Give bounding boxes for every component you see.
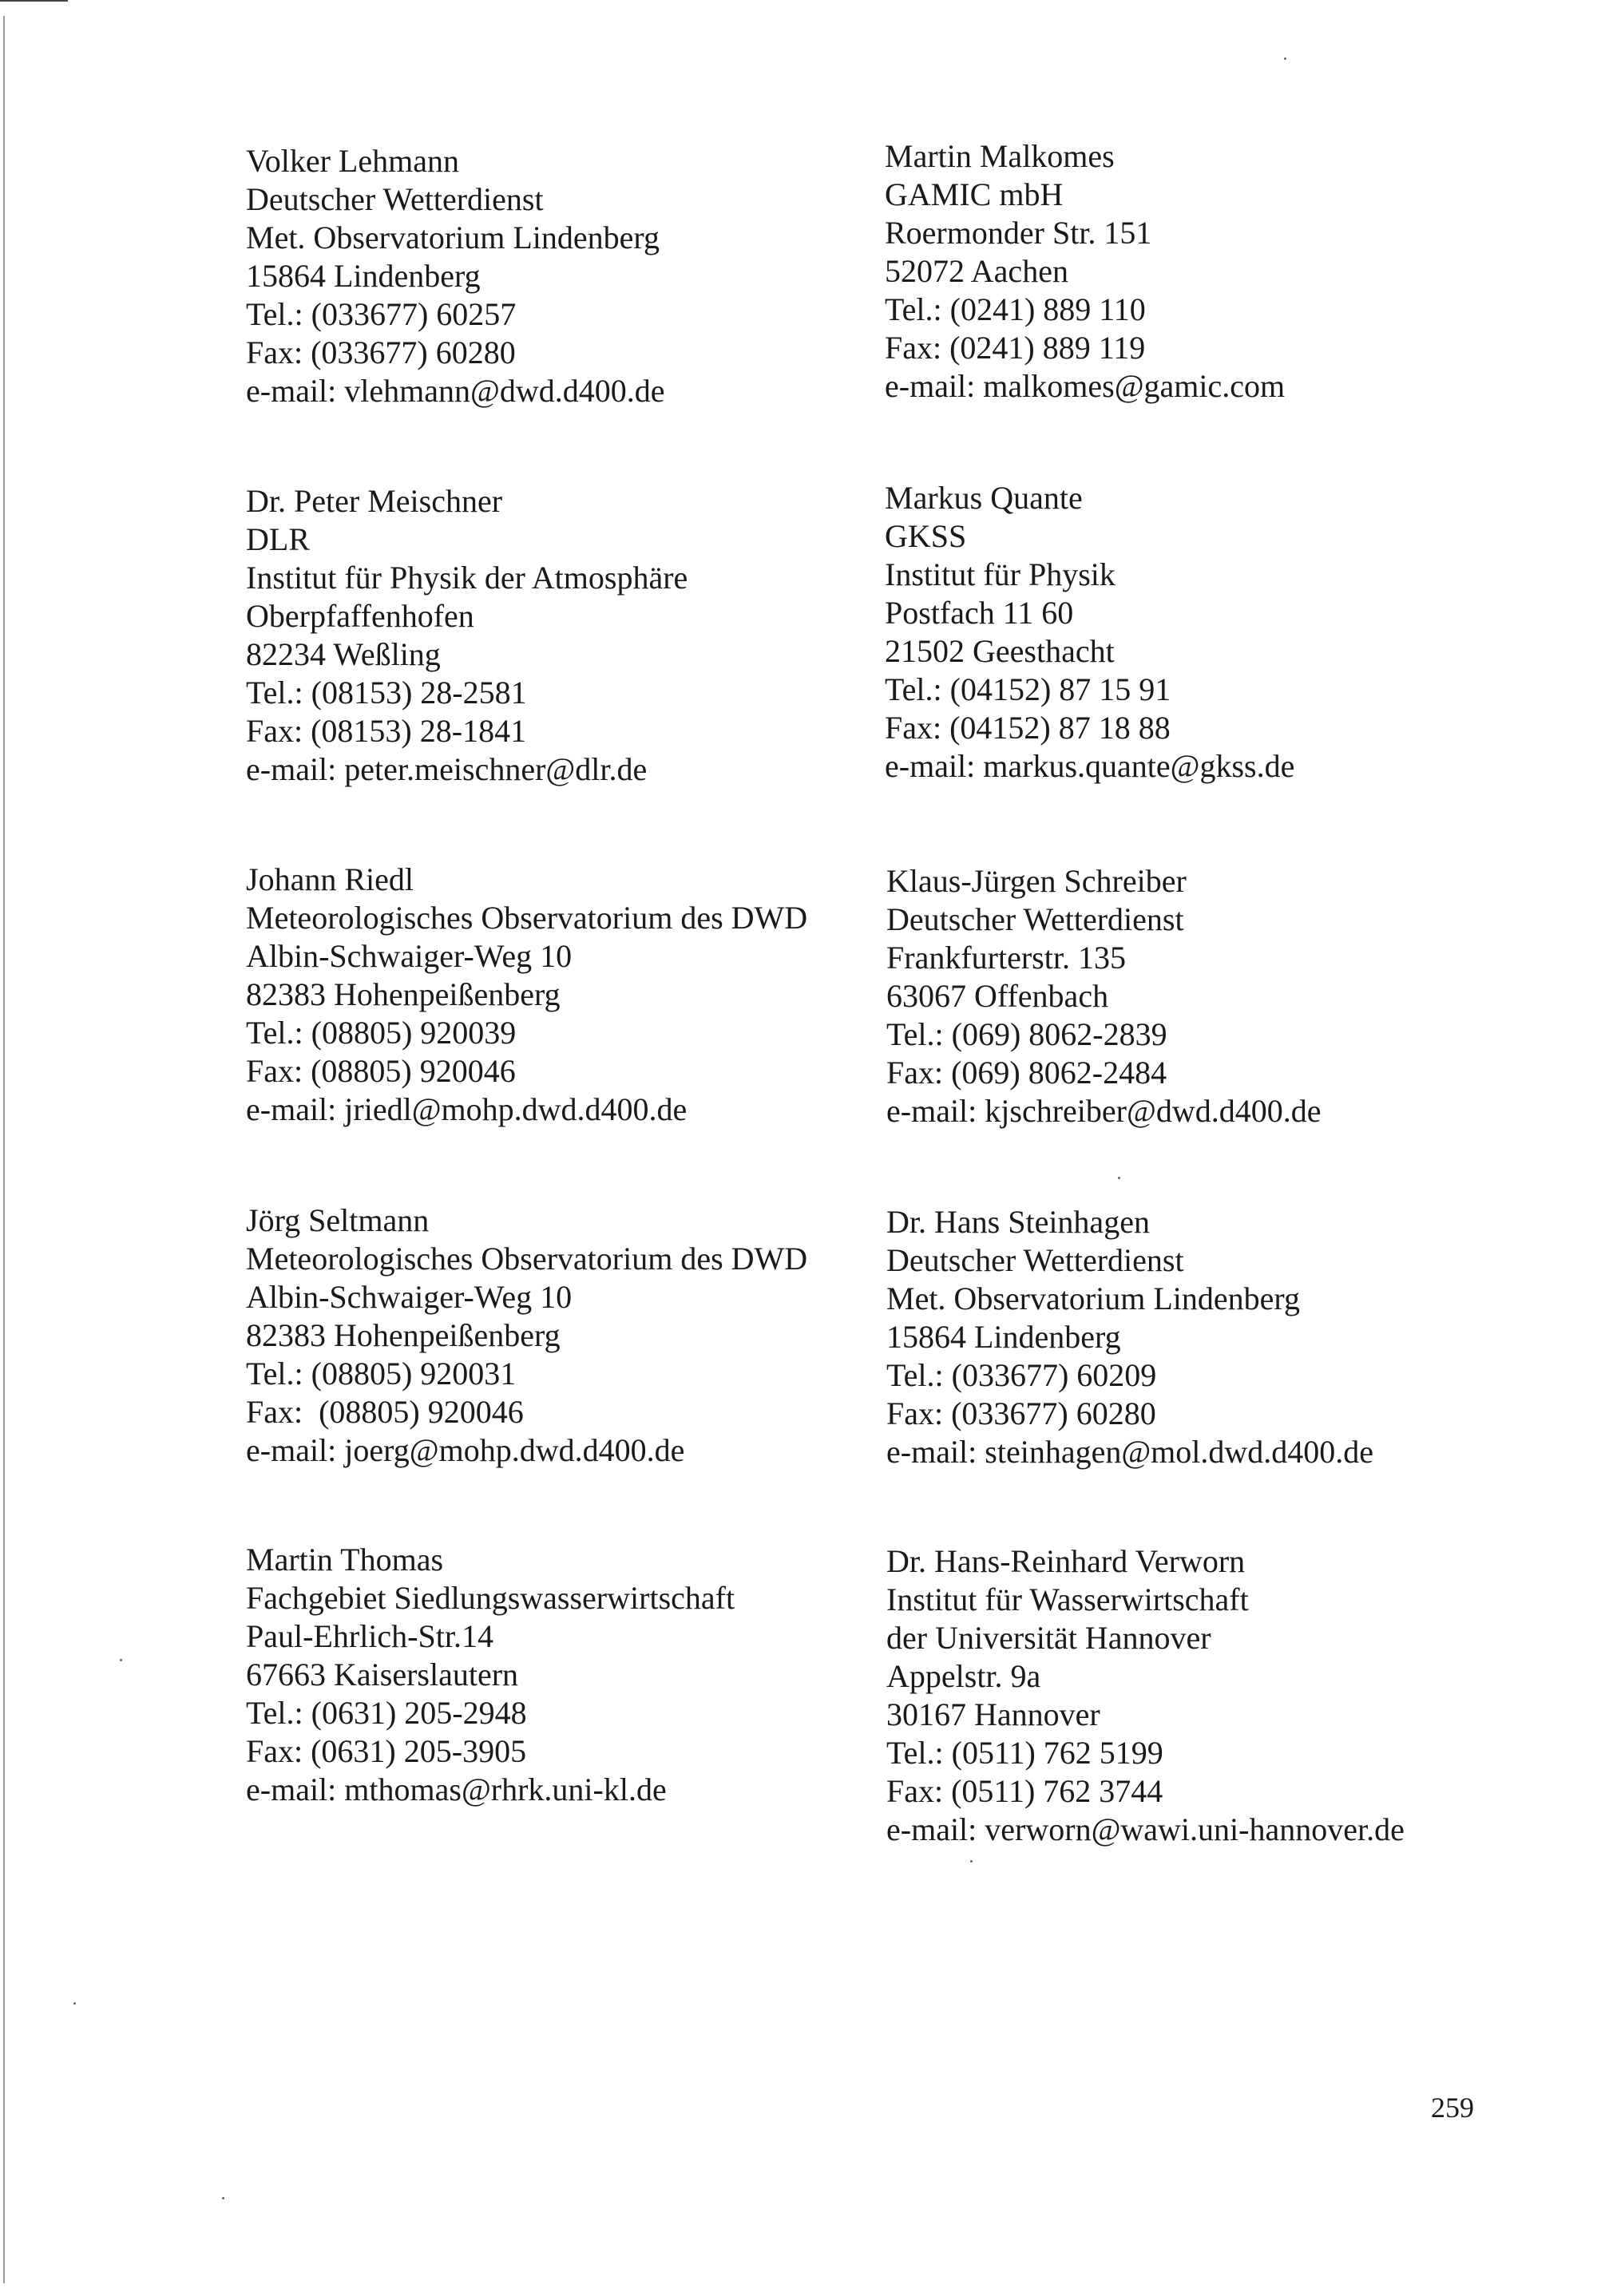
page-number: 259 bbox=[1431, 2092, 1474, 2124]
scan-speck bbox=[1284, 57, 1286, 60]
email-line: e-mail: joerg@mohp.dwd.d400.de bbox=[246, 1432, 685, 1468]
address-line: Albin-Schwaiger-Weg 10 bbox=[246, 938, 573, 974]
address-line: 15864 Lindenberg bbox=[246, 258, 481, 294]
phone-line: Tel.: (08805) 920031 bbox=[246, 1356, 517, 1391]
phone-line: Tel.: (04152) 87 15 91 bbox=[885, 671, 1171, 707]
phone-line: Tel.: (069) 8062-2839 bbox=[886, 1016, 1167, 1052]
contact-name: Volker Lehmann bbox=[246, 143, 459, 179]
scan-speck bbox=[1118, 1177, 1120, 1179]
address-line: Paul-Ehrlich-Str.14 bbox=[246, 1618, 493, 1654]
email-line: e-mail: steinhagen@mol.dwd.d400.de bbox=[886, 1434, 1374, 1470]
address-line: Appelstr. 9a bbox=[886, 1658, 1041, 1694]
address-line: Met. Observatorium Lindenberg bbox=[886, 1281, 1301, 1316]
fax-line: Fax: (069) 8062-2484 bbox=[886, 1055, 1167, 1091]
address-entry-steinhagen bbox=[886, 1203, 1373, 1471]
fax-line: Fax: (08805) 920046 bbox=[246, 1394, 524, 1430]
contact-name: Dr. Hans Steinhagen bbox=[886, 1204, 1150, 1240]
address-line: 15864 Lindenberg bbox=[886, 1319, 1121, 1355]
address-line: DLR bbox=[246, 521, 310, 557]
address-entry-malkomes bbox=[885, 137, 1285, 406]
address-entry-verworn bbox=[886, 1542, 1405, 1849]
fax-line: Fax: (033677) 60280 bbox=[886, 1395, 1156, 1431]
fax-line: Fax: (033677) 60280 bbox=[246, 335, 516, 370]
email-line: e-mail: vlehmann@dwd.d400.de bbox=[246, 373, 665, 409]
scan-speck bbox=[73, 2002, 76, 2005]
address-entry-quante bbox=[885, 479, 1294, 786]
address-line: Oberpfaffenhofen bbox=[246, 598, 474, 634]
fax-line: Fax: (0241) 889 119 bbox=[885, 330, 1146, 366]
phone-line: Tel.: (033677) 60257 bbox=[246, 296, 517, 332]
address-line: Institut für Physik bbox=[885, 556, 1116, 592]
phone-line: Tel.: (08805) 920039 bbox=[246, 1015, 517, 1051]
address-line: 63067 Offenbach bbox=[886, 978, 1109, 1014]
address-entry-seltmann bbox=[246, 1201, 807, 1470]
fax-line: Fax: (0511) 762 3744 bbox=[886, 1773, 1163, 1809]
contact-name: Dr. Hans-Reinhard Verworn bbox=[886, 1543, 1246, 1579]
fax-line: Fax: (08805) 920046 bbox=[246, 1053, 516, 1089]
scan-edge-top bbox=[0, 0, 68, 2]
contact-name: Jörg Seltmann bbox=[246, 1202, 430, 1238]
fax-line: Fax: (0631) 205-3905 bbox=[246, 1733, 527, 1769]
address-entry-thomas bbox=[246, 1541, 735, 1809]
address-line: Postfach 11 60 bbox=[885, 595, 1074, 631]
address-line: Meteorologisches Observatorium des DWD bbox=[246, 1241, 808, 1277]
address-entry-lehmann bbox=[246, 142, 665, 410]
address-entry-meischner bbox=[246, 482, 688, 789]
phone-line: Tel.: (0631) 205-2948 bbox=[246, 1695, 527, 1731]
address-line: Roermonder Str. 151 bbox=[885, 215, 1152, 251]
address-line: Met. Observatorium Lindenberg bbox=[246, 220, 660, 255]
email-line: e-mail: peter.meischner@dlr.de bbox=[246, 751, 648, 787]
address-line: 67663 Kaiserslautern bbox=[246, 1657, 519, 1692]
phone-line: Tel.: (0511) 762 5199 bbox=[886, 1735, 1163, 1771]
address-line: Deutscher Wetterdienst bbox=[886, 1242, 1184, 1278]
address-line: Fachgebiet Siedlungswasserwirtschaft bbox=[246, 1580, 735, 1616]
contact-name: Johann Riedl bbox=[246, 861, 414, 897]
address-line: Frankfurterstr. 135 bbox=[886, 940, 1126, 976]
contact-name: Martin Malkomes bbox=[885, 138, 1115, 174]
scan-edge-left bbox=[3, 16, 5, 2283]
address-entry-riedl bbox=[246, 861, 807, 1129]
address-line: GKSS bbox=[885, 518, 967, 554]
address-line: GAMIC mbH bbox=[885, 176, 1064, 212]
address-line: 82383 Hohenpeißenberg bbox=[246, 1317, 561, 1353]
email-line: e-mail: verworn@wawi.uni-hannover.de bbox=[886, 1811, 1405, 1847]
phone-line: Tel.: (08153) 28-2581 bbox=[246, 675, 527, 711]
scan-speck bbox=[970, 1860, 973, 1863]
contact-name: Markus Quante bbox=[885, 480, 1083, 516]
address-line: 30167 Hannover bbox=[886, 1696, 1100, 1732]
scan-speck bbox=[120, 1659, 122, 1661]
phone-line: Tel.: (0241) 889 110 bbox=[885, 291, 1146, 327]
phone-line: Tel.: (033677) 60209 bbox=[886, 1357, 1157, 1393]
fax-line: Fax: (08153) 28-1841 bbox=[246, 713, 527, 749]
address-line: 82383 Hohenpeißenberg bbox=[246, 976, 561, 1012]
address-line: 21502 Geesthacht bbox=[885, 633, 1115, 669]
address-line: Meteorologisches Observatorium des DWD bbox=[246, 900, 808, 936]
address-line: der Universität Hannover bbox=[886, 1620, 1211, 1656]
address-line: Deutscher Wetterdienst bbox=[886, 901, 1184, 937]
email-line: e-mail: mthomas@rhrk.uni-kl.de bbox=[246, 1771, 667, 1807]
contact-name: Martin Thomas bbox=[246, 1542, 444, 1578]
address-line: Institut für Physik der Atmosphäre bbox=[246, 560, 688, 596]
address-entry-schreiber bbox=[886, 862, 1321, 1130]
email-line: e-mail: jriedl@mohp.dwd.d400.de bbox=[246, 1091, 688, 1127]
address-line: 82234 Weßling bbox=[246, 636, 441, 672]
fax-line: Fax: (04152) 87 18 88 bbox=[885, 710, 1171, 746]
address-line: 52072 Aachen bbox=[885, 253, 1068, 289]
scan-speck bbox=[222, 2197, 224, 2199]
contact-name: Klaus-Jürgen Schreiber bbox=[886, 863, 1187, 899]
address-line: Albin-Schwaiger-Weg 10 bbox=[246, 1279, 573, 1315]
email-line: e-mail: kjschreiber@dwd.d400.de bbox=[886, 1093, 1322, 1129]
email-line: e-mail: malkomes@gamic.com bbox=[885, 368, 1286, 404]
address-line: Institut für Wasserwirtschaft bbox=[886, 1581, 1249, 1617]
address-line: Deutscher Wetterdienst bbox=[246, 181, 544, 217]
email-line: e-mail: markus.quante@gkss.de bbox=[885, 748, 1295, 784]
contact-name: Dr. Peter Meischner bbox=[246, 483, 503, 519]
